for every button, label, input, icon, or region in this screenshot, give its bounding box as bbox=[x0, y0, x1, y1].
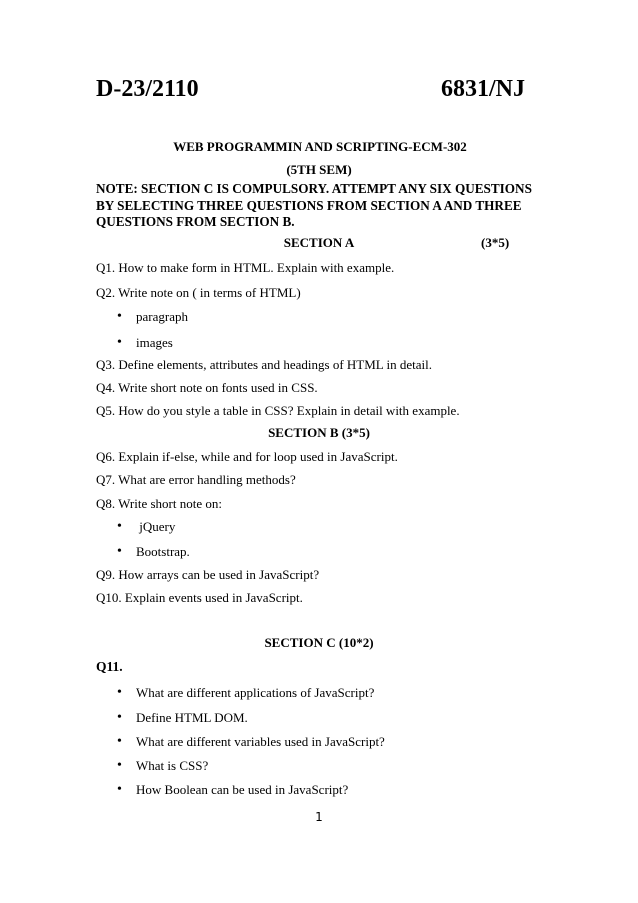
bullet-icon: • bbox=[117, 710, 122, 725]
instructions-note: NOTE: SECTION C IS COMPULSORY. ATTEMPT ANY SIX QUESTIONS BY SELECTING THREE QUESTIONS FROM SECTION A AND THREE QUESTIONS FROM SECTION B. bbox=[96, 181, 532, 229]
subject-title: WEB PROGRAMMIN AND SCRIPTING-ECM-302 bbox=[173, 139, 467, 154]
question-8: Q8. Write short note on: bbox=[96, 496, 222, 511]
section-c-heading: SECTION C (10*2) bbox=[264, 635, 374, 650]
section-a-marks: (3*5) bbox=[481, 235, 510, 250]
bullet-icon: • bbox=[117, 519, 122, 534]
paper-id: 6831/NJ bbox=[441, 76, 525, 102]
bullet-icon: • bbox=[117, 685, 122, 700]
question-4: Q4. Write short note on fonts used in CSS. bbox=[96, 380, 318, 395]
question-10: Q10. Explain events used in JavaScript. bbox=[96, 590, 303, 605]
bullet-icon: • bbox=[117, 544, 122, 559]
semester-label: (5TH SEM) bbox=[286, 162, 352, 177]
bullet-icon: • bbox=[117, 734, 122, 749]
question-1: Q1. How to make form in HTML. Explain with example. bbox=[96, 260, 395, 275]
question-9: Q9. How arrays can be used in JavaScript? bbox=[96, 567, 320, 582]
question-2: Q2. Write note on ( in terms of HTML) bbox=[96, 285, 301, 300]
section-b-heading: SECTION B (3*5) bbox=[268, 425, 370, 440]
bullet-icon: • bbox=[117, 309, 122, 324]
question-6: Q6. Explain if-else, while and for loop used in JavaScript. bbox=[96, 449, 398, 464]
question-11: Q11. bbox=[96, 659, 123, 674]
question-3: Q3. Define elements, attributes and headings of HTML in detail. bbox=[96, 357, 432, 372]
bullet-icon: • bbox=[117, 335, 122, 350]
bullet-icon: • bbox=[117, 758, 122, 773]
paper-code: D-23/2110 bbox=[96, 76, 199, 102]
question-7: Q7. What are error handling methods? bbox=[96, 472, 296, 487]
bullet-icon: • bbox=[117, 782, 122, 797]
question-5: Q5. How do you style a table in CSS? Explain in detail with example. bbox=[96, 403, 460, 418]
page-number: 1 bbox=[315, 810, 323, 824]
section-a-heading: SECTION A bbox=[283, 235, 355, 250]
